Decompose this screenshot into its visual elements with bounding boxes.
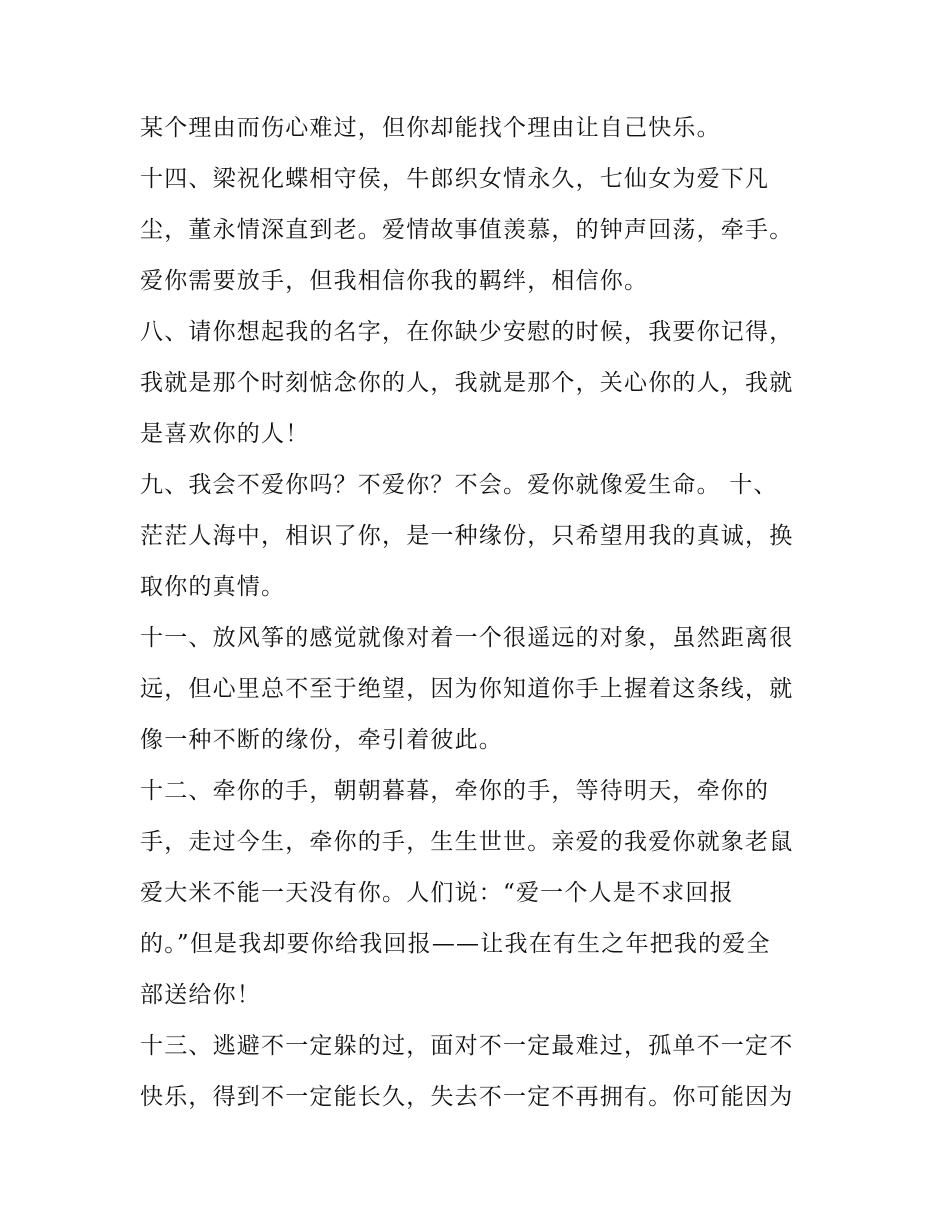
text-line: 十一、放风筝的感觉就像对着一个很遥远的对象，虽然距离很 — [140, 625, 794, 651]
body-text — [140, 103, 820, 1123]
text-line: 像一种不断的缘份，牵引着彼此。 — [140, 727, 503, 753]
text-line: 爱大米不能一天没有你。人们说：“爱一个人是不求回报 — [140, 880, 734, 906]
text-line: 我就是那个时刻惦念你的人，我就是那个，关心你的人，我就 — [140, 370, 794, 396]
text-line: 茫茫人海中，相识了你，是一种缘份，只希望用我的真诚，换 — [140, 523, 794, 549]
text-line: 八、请你想起我的名字，在你缺少安慰的时候，我要你记得， — [140, 319, 794, 345]
text-line: 部送给你！ — [140, 982, 261, 1008]
text-line: 快乐，得到不一定能长久，失去不一定不再拥有。你可能因为 — [140, 1084, 794, 1110]
text-line: 的。”但是我却要你给我回报——让我在有生之年把我的爱全 — [140, 931, 771, 957]
text-line: 十四、梁祝化蝶相守侯，牛郎织女情永久，七仙女为爱下凡 — [140, 166, 770, 192]
text-line: 是喜欢你的人！ — [140, 421, 310, 447]
text-line: 手，走过今生，牵你的手，生生世世。亲爱的我爱你就象老鼠 — [140, 829, 794, 855]
text-line: 爱你需要放手，但我相信你我的羁绊，相信你。 — [140, 268, 649, 294]
text-line: 尘，董永情深直到老。爱情故事值羡慕，的钟声回荡，牵手。 — [140, 217, 794, 243]
text-line: 远，但心里总不至于绝望，因为你知道你手上握着这条线，就 — [140, 676, 794, 702]
text-line: 十二、牵你的手，朝朝暮暮，牵你的手，等待明天，牵你的 — [140, 778, 770, 804]
text-line: 十三、逃避不一定躲的过，面对不一定最难过，孤单不一定不 — [140, 1033, 794, 1059]
text-line: 某个理由而伤心难过，但你却能找个理由让自己快乐。 — [140, 115, 721, 141]
text-line: 取你的真情。 — [140, 574, 286, 600]
text-line: 九、我会不爱你吗？不爱你？不会。爱你就像爱生命。 十、 — [140, 472, 778, 498]
